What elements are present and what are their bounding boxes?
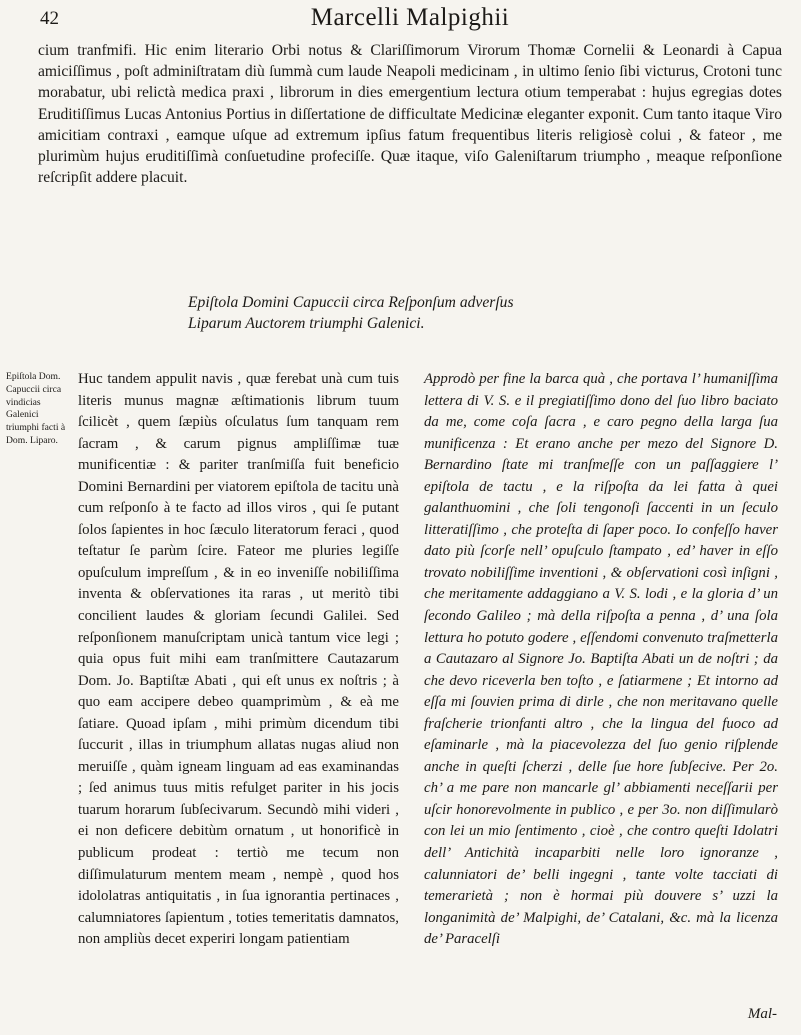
italian-column: Approdò per fine la barca quà , che portava l’ humaniſſima lettera di V. S. e il pregiatiſſimo dono del ſuo libro baciato da me, come coſa ſacra , e caro pegno della larga ſua munificenza : Et erano anche per mezo del Signore D. Bernardino ſtate mi tranſmeſſe con un paſſaggiere l’ epiſtola de tactu , e la riſpoſta da lei fatta à quei galanthuomini , che ſoli tengonoſi ſaccenti in un ſeculo litteratiſſimo , che proteſta di ſaper poco. Io confeſſo haver dato più ſcorſe nell’ opuſculo ſtampato , ed’ haver in eſſo trovato nobiliſſime inventioni , & obſervationi così inſigni , che meritamente addaggiano a V. S. lodi , e la gloria d’ un ſecondo Galileo ; mà della riſpoſta a penna , d’ una ſola lettura ho potuto godere , eſſendomi convenuto traſmetterla a Cautazaro al Signore Jo. Baptiſta Abati un de noſtri ; da che devo riceverla ben toſto , e ſatiarmene ; Et intorno ad eſſa mi ſouvien prima di dirle , che non meritavano quelle fraſcherie trionfanti altro , che la lingua del fuoco ad eſaminarle , mà la piacevolezza del ſuo genio riſplende anche in queſti ſcherzi , delle ſue hore ſubſecive. Per 2o. ch’ a me pare non mancarle gl’ abbiamenti neceſſarii per uſcir honorevolmente in publico , e per 3o. non diſſimularò con lei un mio ſentimento , cioè , che contro queſti Idolatri dell’ Antichità incaparbiti nelle loro ignoranze , calunniatori de’ belli ingegni , tante volte tacciati di temerarietà ; non è hormai più douvere s’ uzzi la longanimità de’ Malpighi, de’ Catalani, &c. mà la licenza de’ Paracelſi [424, 371, 778, 948]
catchword: Mal- [747, 1006, 777, 1022]
margin-note: Epiſtola Dom. Capuccii circa vindicias Galenici triumphi facti à Dom. Liparo. [6, 371, 66, 446]
running-title: Marcelli Malpighii [310, 4, 510, 31]
intro-paragraph: cium tranfmifi. Hic enim literario Orbi notus & Clariſſimorum Virorum Thomæ Cornelii & Leonardi à Capua amiciſſimus , poſt adminiſtratam diù ſummà cum laude Neapoli medicinam , in ultimo ſenio ſibi victurus, Crotoni tunc morabatur, ubi relictà medica praxi , librorum in dies emergentium lectura otium temperabat : hujus egregias dotes Eruditiſſimus Lucas Antonius Portius in diſſertatione de difficultate Medicinæ eleganter exponit. Cum tanto itaque Viro amicitiam contraxi , eamque uſque ad extremum ipſius fatum frequentibus literis religiosè colui , & fateor , me plurimùm hujus eruditiſſimà conſuetudine profeciſſe. Quæ itaque, viſo Galeniſtarum triumpho , meaque reſponſione reſcripſit addere placuit. [38, 42, 782, 187]
latin-column: Huc tandem appulit navis , quæ ferebat unà cum tuis literis munus magnæ æſtimationis librum tuum ſcilicèt , quem ſæpiùs oſculatus ſum tanquam rem ſacram , & carum pignus ampliſſimæ tuæ munificentiæ : & pariter tranſmiſſa fuit beneficio Domini Bernardini per viatorem epiſtola de tacitu unà cum reſponſo à te facto ad illos viros , qui ſe putant ſolos ſapientes in hoc ſæculo literatorum feraci , quod teſtatur ſe parùm ſcire. Fateor me pluries legiſſe opuſculum impreſſum , & in eo inveniſſe nobiliſſima inventa & obſervationes ita raras , ut meritò tibi concilient laudes & gloriam ſecundi Galilei. Sed reſponſionem manuſcriptam unicà tantum vice legi ; quia opus fuit mihi eam tranſmittere Cautazarum Dom. Jo. Baptiſtæ Abati , qui eſt unus ex noſtris ; à quo eam accipere debeo quamprimùm , & eà me ſatiare. Quoad ipſam , mihi primùm dicendum tibi ſuccurit , illas in triumphum allatas nugas aliud non meruiſſe , quàm igneam linguam ad eas examinandas ; ſed animus tuus mitis refulget pariter in his jocis tuarum horarum ſubſecivarum. Secundò mihi videri , ei non deficere debitùm ornatum , ut honorificè in publicum prodeat : tertiò me tecum non diſſimulaturum mentem meam , nempè , quod hos idololatras antiquitatis , in ſua ignorantia pertinaces , calumniatores ſapientum , toties temeritatis damnatos, non ampliùs decet experiri longam patientiam [78, 371, 399, 948]
page-number: 42 [40, 8, 59, 29]
page-header [30, 4, 790, 32]
epistle-title: Epiſtola Domini Capuccii circa Reſponſum adverſus Liparum Auctorem triumphi Galenici. [188, 294, 514, 332]
